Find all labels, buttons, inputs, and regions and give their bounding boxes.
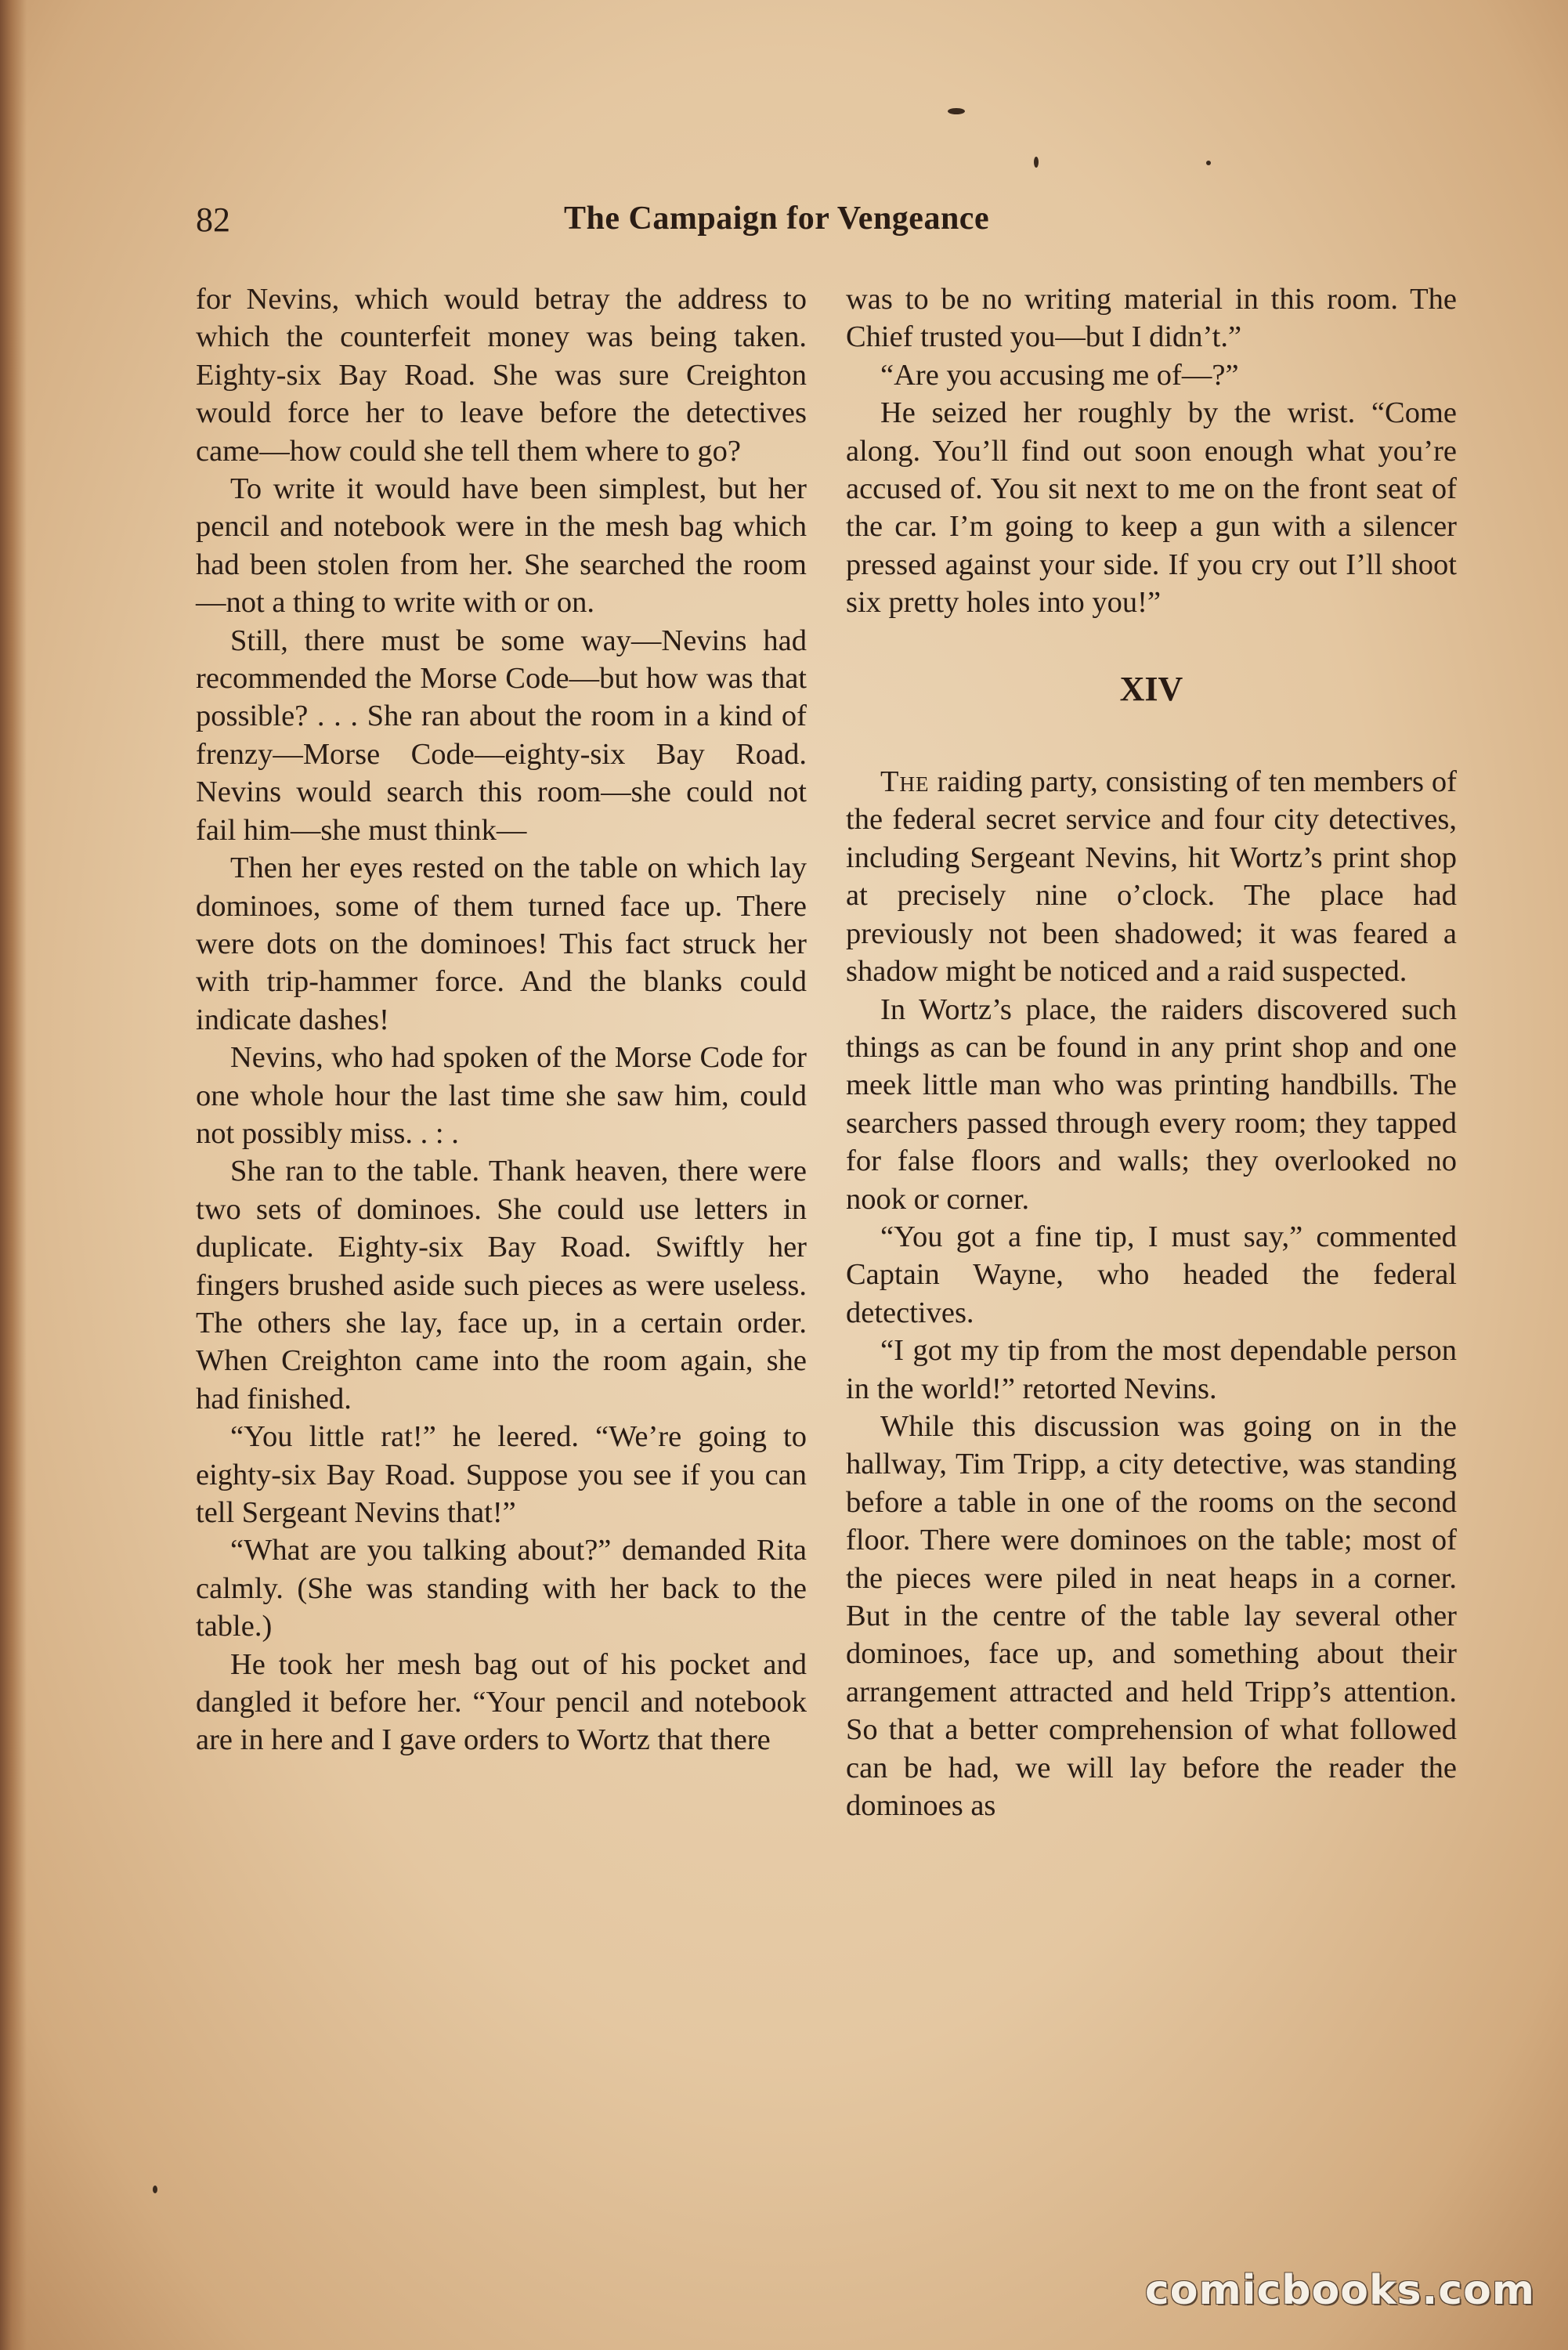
paragraph: for Nevins, which would betray the address to which the counterfeit money was being taken. Eighty-six Bay Road. She was sure Creighton would force her to leave before the detectives came—how could she tell them where to go? bbox=[196, 283, 807, 468]
chapter-opening-paragraph bbox=[846, 763, 1457, 990]
page-number: 82 bbox=[196, 201, 230, 239]
paragraph: In Wortz’s place, the raiders discovered such things as can be found in any print shop and one meek little man who was printing handbills. The searchers passed through every room; they tapped for false floors and walls; they overlooked no nook or corner. bbox=[846, 992, 1457, 1216]
paragraph: “I got my tip from the most dependable person in the world!” retorted Nevins. bbox=[846, 1334, 1457, 1405]
paragraph: was to be no writing material in this room. The Chief trusted you—but I didn’t.” bbox=[846, 283, 1457, 354]
paragraph: “Are you accusing me of—?” bbox=[880, 358, 1239, 392]
paper-speck bbox=[1034, 157, 1039, 168]
left-column bbox=[196, 280, 807, 1759]
opening-word: The bbox=[880, 765, 930, 799]
paragraph: He took her mesh bag out of his pocket and dangled it before her. “Your pencil and notebook are in here and I gave orders to Wortz that there bbox=[196, 1647, 807, 1757]
page-spine-edge bbox=[0, 0, 27, 2350]
paper-speck bbox=[948, 108, 965, 114]
chapter-heading: XIV bbox=[1119, 669, 1183, 708]
paper-speck bbox=[1206, 161, 1211, 165]
paragraph: He seized her roughly by the wrist. “Come along. You’ll find out soon enough what you’re accused of. You sit next to me on the front seat of the car. I’m going to keep a gun with a silencer pressed against your side. If you cry out I’ll shoot six pretty holes into you!” bbox=[846, 396, 1457, 620]
paragraph: “You got a fine tip, I must say,” commented Captain Wayne, who headed the federal detectives. bbox=[846, 1220, 1457, 1329]
paragraph: Then her eyes rested on the table on which lay dominoes, some of them turned face up. There were dots on the dominoes! This fact struck her with trip-hammer force. And the blanks could indicate dashes! bbox=[196, 851, 807, 1036]
paragraph: She ran to the table. Thank heaven, there were two sets of dominoes. She could use letters in duplicate. Eighty-six Bay Road. Swiftly her fingers brushed aside such pieces as were useless. The others she lay, face up, in a certain order. When Creighton came into the room again, she had finished. bbox=[196, 1155, 807, 1415]
page-header bbox=[196, 200, 1449, 247]
right-column bbox=[846, 280, 1457, 1824]
paragraph: To write it would have been simplest, but her pencil and notebook were in the mesh bag which had been stolen from her. She searched the room—not a thing to write with or on. bbox=[196, 472, 807, 620]
paragraph: “What are you talking about?” demanded Rita calmly. (She was standing with her back to the table.) bbox=[196, 1534, 807, 1643]
opening-text: raiding party, consisting of ten members of the federal secret service and four city detectives, including Sergeant Nevins, hit Wortz’s print shop at precisely nine o’clock. The place had previously not been shadowed; it was feared a shadow might be noticed and a raid suspected. bbox=[846, 765, 1457, 989]
paragraph: “You little rat!” he leered. “We’re going to eighty-six Bay Road. Suppose you see if you can tell Sergeant Nevins that!” bbox=[196, 1420, 807, 1529]
paragraph: Nevins, who had spoken of the Morse Code for one whole hour the last time she saw him, could not possibly miss. . : . bbox=[196, 1041, 807, 1150]
site-watermark: comicbooks.com bbox=[1144, 2267, 1535, 2314]
paragraph: While this discussion was going on in the hallway, Tim Tripp, a city detective, was standing before a table in one of the rooms on the second floor. There were dominoes on the table; most of the pieces were piled in neat heaps in a corner. But in the centre of the table lay several other dominoes, face up, and something about their arrangement attracted and held Tripp’s attention. So that a better comprehension of what followed can be had, we will lay before the reader the dominoes as bbox=[846, 1409, 1457, 1823]
running-title: The Campaign for Vengeance bbox=[564, 201, 990, 237]
paragraph: Still, there must be some way—Nevins had recommended the Morse Code—but how was that possible? . . . She ran about the room in a kind of frenzy—Morse Code—eighty-six Bay Road. Nevins would search this room—she could not fail him—she must think— bbox=[196, 624, 807, 847]
paper-speck bbox=[153, 2186, 157, 2193]
